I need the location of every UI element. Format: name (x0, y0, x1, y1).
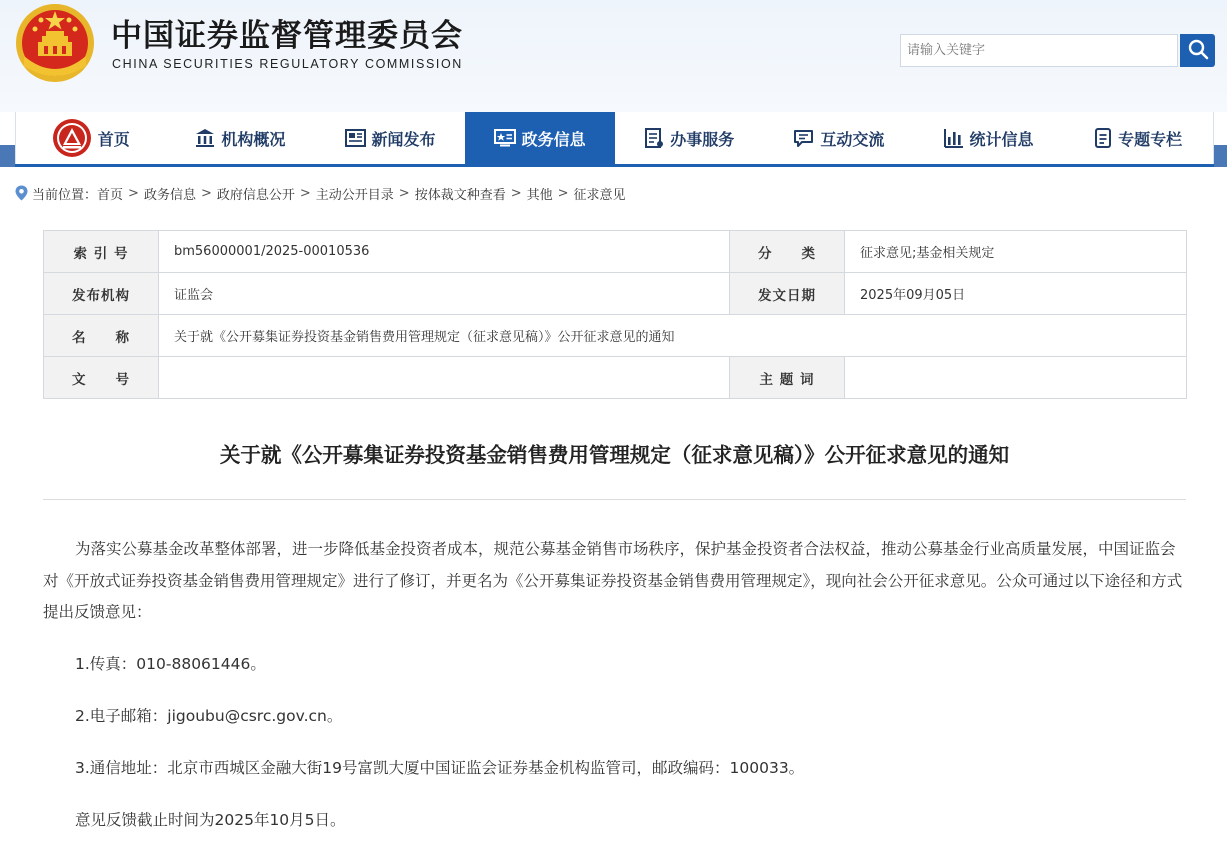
csrc-logo-icon (52, 118, 92, 158)
index-value: bm56000001/2025-00010536 (159, 231, 730, 273)
date-label: 发文日期 (730, 273, 845, 315)
category-value: 征求意见;基金相关规定 (845, 231, 1187, 273)
index-label: 索 引 号 (44, 231, 159, 273)
table-row (44, 357, 1187, 399)
bar-chart-icon (944, 128, 964, 148)
building-icon (195, 128, 215, 148)
national-emblem-icon[interactable] (14, 2, 96, 84)
chat-icon (793, 129, 814, 148)
document-icon (1094, 128, 1112, 148)
contact-address: 3.通信地址：北京市西城区金融大街19号富凯大厦中国证监会证券基金机构监管司，邮政编码：100033。 (75, 759, 805, 777)
date-value: 2025年09月05日 (845, 273, 1187, 315)
docno-value (159, 357, 730, 399)
nav-item-label: 首页 (97, 129, 130, 149)
nav-item-statistics[interactable] (914, 112, 1064, 164)
breadcrumb-separator: > (128, 185, 139, 201)
breadcrumb-link-gov-info[interactable]: 政务信息 (143, 187, 196, 203)
search-input[interactable] (900, 34, 1178, 67)
nav-item-gov-info[interactable] (465, 112, 615, 164)
breadcrumb-link-catalog[interactable]: 主动公开目录 (315, 187, 394, 203)
publisher-value: 证监会 (159, 273, 730, 315)
breadcrumb-separator: > (510, 185, 522, 201)
breadcrumb-separator: > (200, 185, 212, 201)
site-title[interactable]: 中国证券监督管理委员会 (111, 18, 463, 54)
service-icon (644, 128, 664, 148)
article-body (43, 534, 1186, 837)
search-button[interactable] (1180, 34, 1215, 67)
nav-item-label: 办事服务 (670, 129, 735, 149)
breadcrumb (15, 183, 626, 203)
breadcrumb-link-other[interactable]: 其他 (526, 187, 553, 203)
contact-email: 2.电子邮箱：jigoubu@csrc.gov.cn。 (75, 707, 343, 725)
breadcrumb-link-consultation[interactable]: 征求意见 (573, 187, 626, 203)
site-subtitle-en: CHINA SECURITIES REGULATORY COMMISSION (112, 57, 463, 71)
main-nav (15, 112, 1214, 164)
breadcrumb-link-disclosure[interactable]: 政府信息公开 (216, 187, 295, 203)
publisher-label: 发布机构 (44, 273, 159, 315)
nav-item-topics[interactable] (1063, 112, 1213, 164)
newspaper-icon (345, 129, 366, 147)
nav-item-interaction[interactable] (764, 112, 914, 164)
nav-item-home[interactable] (16, 112, 166, 164)
name-value: 关于就《公开募集证券投资基金销售费用管理规定（征求意见稿）》公开征求意见的通知 (159, 315, 1187, 357)
table-row (44, 231, 1187, 273)
breadcrumb-separator: > (299, 185, 311, 201)
keywords-label: 主 题 词 (730, 357, 845, 399)
breadcrumb-link-home[interactable]: 首页 (97, 187, 124, 203)
nav-item-label: 专题专栏 (1118, 129, 1183, 149)
contact-fax: 1.传真：010-88061446。 (75, 655, 266, 673)
article-intro: 为落实公募基金改革整体部署，进一步降低基金投资者成本，规范公募基金销售市场秩序，保护基金投资者合法权益，推动公募基金行业高质量发展，中国证监会对《开放式证券投资基金销售费用管理规定》进行了修订，并更名为《公开募集证券投资基金销售费用管理规定》，现向社会公开征求意见。公众可通过以下途径和方式提出反馈意见： (43, 540, 1183, 621)
table-row (44, 273, 1187, 315)
govinfo-icon (494, 129, 516, 147)
category-label: 分 类 (730, 231, 845, 273)
breadcrumb-prefix: 当前位置： (32, 187, 98, 203)
nav-item-label: 政务信息 (521, 129, 586, 149)
breadcrumb-link-by-genre[interactable]: 按体裁文种查看 (414, 187, 506, 203)
nav-item-label: 机构概况 (221, 129, 286, 149)
title-divider (43, 499, 1186, 500)
name-label: 名 称 (44, 315, 159, 357)
site-header (0, 0, 1227, 112)
article-title: 关于就《公开募集证券投资基金销售费用管理规定（征求意见稿）》公开征求意见的通知 (219, 443, 1010, 467)
breadcrumb-separator: > (557, 185, 569, 201)
nav-item-about[interactable] (166, 112, 316, 164)
nav-item-news[interactable] (315, 112, 465, 164)
nav-item-label: 互动交流 (820, 129, 885, 149)
nav-item-label: 统计信息 (969, 129, 1034, 149)
document-meta-table (43, 230, 1187, 399)
feedback-deadline: 意见反馈截止时间为2025年10月5日。 (75, 811, 346, 829)
keywords-value (845, 357, 1187, 399)
search-icon (1187, 38, 1209, 63)
breadcrumb-separator: > (398, 185, 410, 201)
nav-item-services[interactable] (615, 112, 765, 164)
location-pin-icon (15, 185, 28, 201)
nav-underline (15, 164, 1214, 167)
table-row (44, 315, 1187, 357)
docno-label: 文 号 (44, 357, 159, 399)
nav-item-label: 新闻发布 (371, 129, 436, 149)
